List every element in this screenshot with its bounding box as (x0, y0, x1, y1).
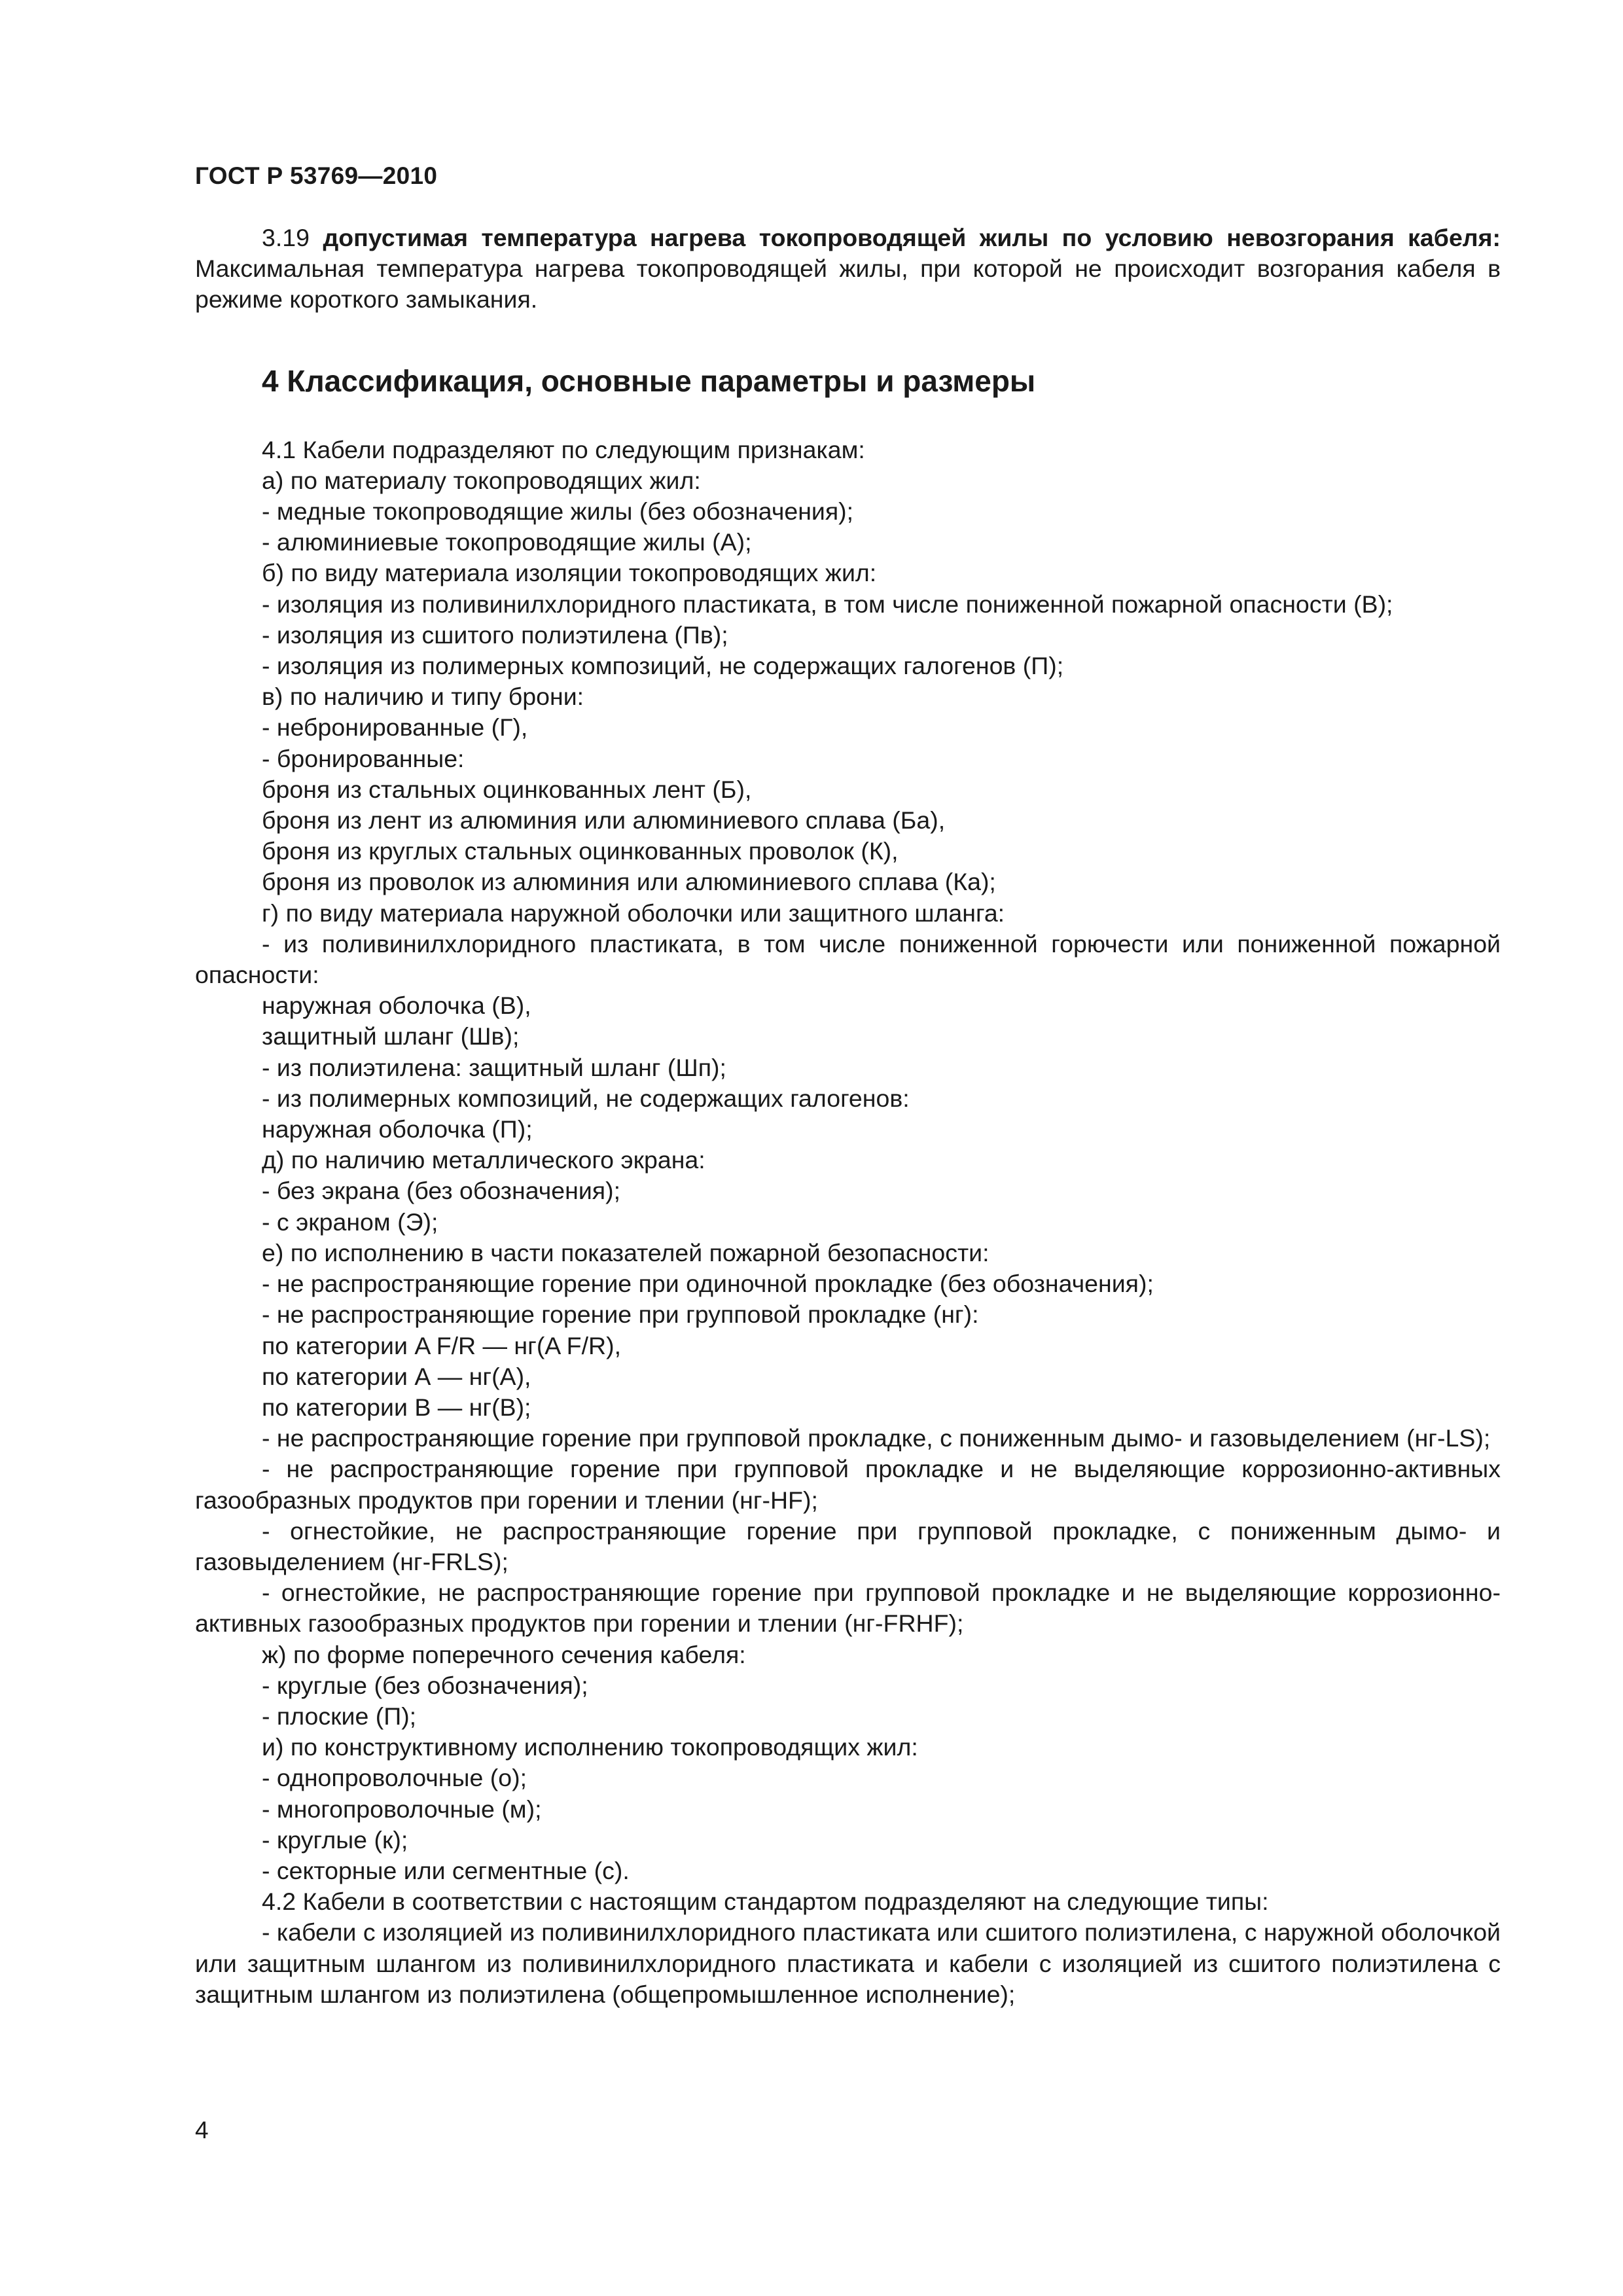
list-item: в) по наличию и типу брони: (262, 683, 584, 711)
list-item: - секторные или сегментные (с). (262, 1856, 630, 1884)
list-item: наружная оболочка (П); (262, 1115, 533, 1143)
list-item: б) по виду материала изоляции токопроводящих жил: (262, 559, 877, 587)
list-item: броня из проволок из алюминия или алюминиевого сплава (Ка); (262, 868, 996, 896)
list-item: - из полимерных композиций, не содержащих галогенов: (262, 1084, 910, 1112)
list-item: броня из лент из алюминия или алюминиевого сплава (Ба), (262, 806, 946, 834)
list-item: - многопроволочные (м); (262, 1795, 542, 1823)
list-item: д) по наличию металлического экрана: (262, 1146, 705, 1174)
list-item: а) по материалу токопроводящих жил: (262, 466, 701, 494)
list-item: - с экраном (Э); (262, 1208, 438, 1236)
list-item: ж) по форме поперечного сечения кабеля: (262, 1640, 746, 1668)
term-definition: Максимальная температура нагрева токопроводящей жилы, при которой не происходит возгорания кабеля в режиме короткого замыкания. (195, 255, 1501, 314)
list-item: - алюминиевые токопроводящие жилы (А); (262, 528, 752, 556)
list-item: - огнестойкие, не распространяющие горение при групповой прокладке, с пониженным дымо- и газовыделением (нг-FRLS); (195, 1516, 1501, 1575)
clause-4-2: 4.2 Кабели в соответствии с настоящим стандартом подразделяют на следующие типы: (262, 1888, 1269, 1916)
clause-4-1: 4.1 Кабели подразделяют по следующим признакам: (262, 435, 865, 463)
section-title: 4 Классификация, основные параметры и размеры (262, 363, 1036, 398)
list-item: броня из стальных оцинкованных лент (Б), (262, 775, 752, 803)
list-item: - не распространяющие горение при групповой прокладке и не выделяющие коррозионно-активных газообразных продуктов при горении и тлении (нг-HF); (195, 1455, 1501, 1514)
list-item: по категории В — нг(В); (262, 1393, 531, 1421)
list-item: по категории A F/R — нг(A F/R), (262, 1331, 621, 1359)
list-item: - огнестойкие, не распространяющие горение при групповой прокладке и не выделяющие коррозионно-активных газообразных продуктов при горении и тлении (нг-FRHF); (195, 1579, 1501, 1638)
list-item: - круглые (к); (262, 1825, 408, 1854)
list-item: - кабели с изоляцией из поливинилхлоридного пластиката или сшитого полиэтилена, с наружной оболочкой или защитным шлангом из поливинилхлоридного пластиката и кабели с изоляцией из сшитого полиэтилена с защитным шлангом из полиэтилена (общепромышленное исполнение); (195, 1918, 1501, 2008)
clause-number: 3.19 (262, 224, 310, 251)
list-item: - не распространяющие горение при групповой прокладке (нг): (262, 1300, 979, 1329)
list-item: - однопроволочные (о); (262, 1764, 527, 1792)
list-item: - изоляция из полимерных композиций, не содержащих галогенов (П); (262, 652, 1064, 680)
list-item: защитный шланг (Шв); (262, 1022, 520, 1050)
list-item: - небронированные (Г), (262, 713, 528, 742)
list-item: - из полиэтилена: защитный шланг (Шп); (262, 1053, 726, 1081)
list-item: по категории А — нг(А), (262, 1362, 531, 1390)
list-item: - изоляция из сшитого полиэтилена (Пв); (262, 620, 728, 649)
list-item: - изоляция из поливинилхлоридного пластиката, в том числе пониженной пожарной опасности (В); (262, 590, 1393, 618)
list-item: - не распространяющие горение при групповой прокладке, с пониженным дымо- и газовыделением (нг-LS); (262, 1424, 1491, 1452)
list-item: - из поливинилхлоридного пластиката, в том числе пониженной горючести или пониженной пожарной опасности: (195, 929, 1501, 989)
list-item: - медные токопроводящие жилы (без обозначения); (262, 497, 854, 526)
list-item: - не распространяющие горение при одиночной прокладке (без обозначения); (262, 1270, 1154, 1298)
list-item: - без экрана (без обозначения); (262, 1177, 620, 1205)
list-item: броня из круглых стальных оцинкованных проволок (К), (262, 837, 899, 865)
clause-3-19 (195, 223, 1501, 315)
list-item: наружная оболочка (В), (262, 992, 531, 1020)
list-item: - бронированные: (262, 744, 465, 772)
list-item: г) по виду материала наружной оболочки или защитного шланга: (262, 899, 1005, 927)
list-item: е) по исполнению в части показателей пожарной безопасности: (262, 1238, 990, 1266)
page-number: 4 (195, 2117, 209, 2144)
list-item: - плоские (П); (262, 1702, 417, 1730)
list-item: и) по конструктивному исполнению токопроводящих жил: (262, 1733, 918, 1761)
list-item: - круглые (без обозначения); (262, 1671, 588, 1699)
document-body (195, 223, 1501, 2010)
document-code-header: ГОСТ Р 53769—2010 (195, 162, 438, 189)
term-bold: допустимая температура нагрева токопроводящей жилы по условию невозгорания кабеля: (323, 224, 1501, 251)
